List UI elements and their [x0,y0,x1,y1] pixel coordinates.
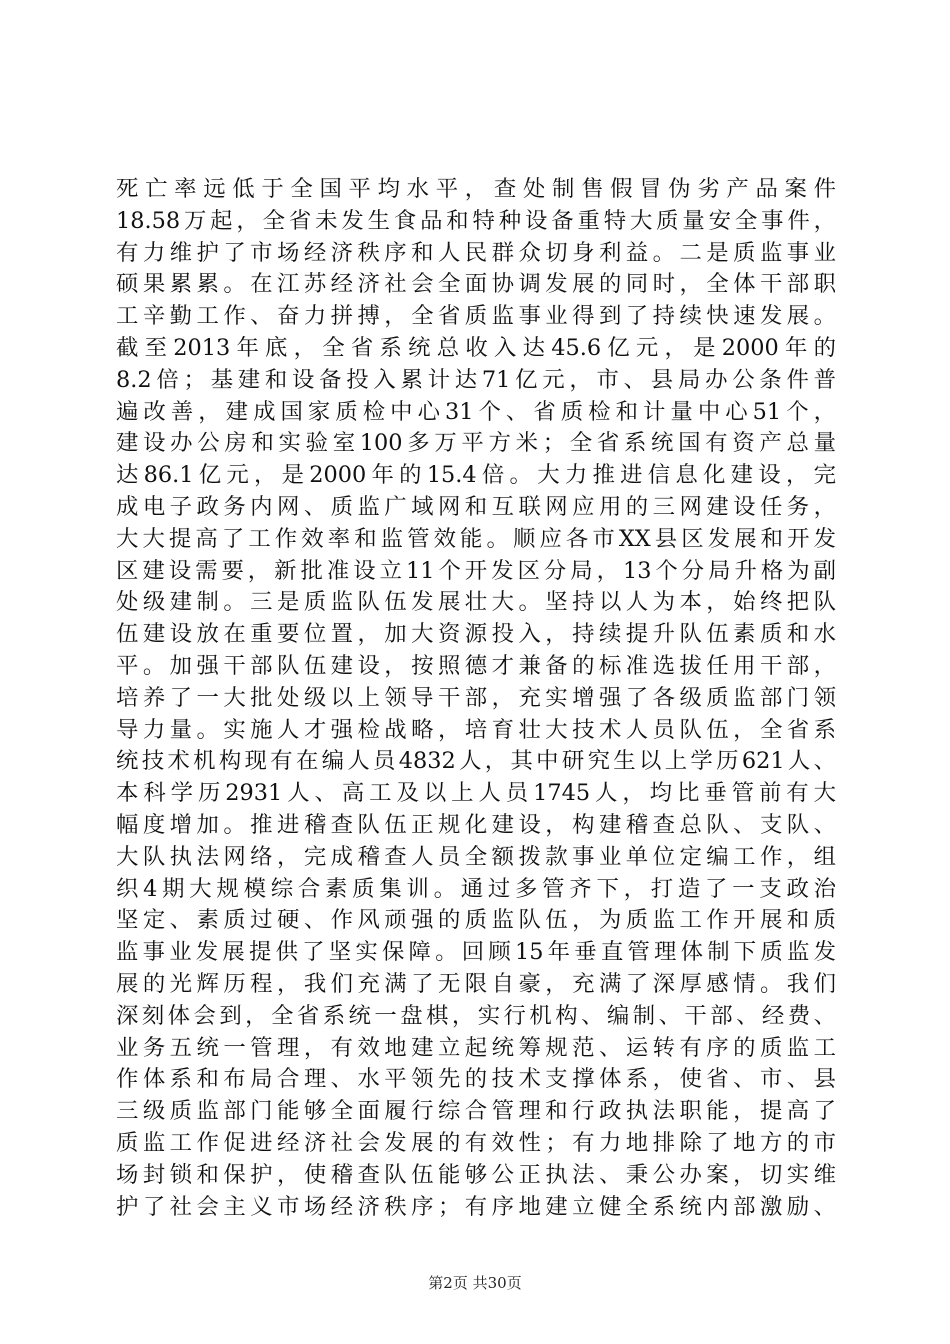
body-paragraph [116,174,836,1223]
text-line: 伍建设放在重要位置，加大资源投入，持续提升队伍素质和水 [116,621,836,648]
text-line: 培养了一大批处级以上领导干部，充实增强了各级质监部门领 [116,684,836,711]
text-line: 8.2倍；基建和设备投入累计达71亿元，市、县局办公条件普 [116,366,836,393]
text-line: 达86.1亿元，是2000年的15.4倍。大力推进信息化建设，完 [116,462,836,489]
text-line: 处级建制。三是质监队伍发展壮大。坚持以人为本，始终把队 [116,589,836,616]
text-line: 质监工作促进经济社会发展的有效性；有力地排除了地方的市 [116,1129,836,1156]
text-line: 大队执法网络，完成稽查人员全额拨款事业单位定编工作，组 [116,843,836,870]
text-line: 截至2013年底，全省系统总收入达45.6亿元，是2000年的 [116,334,836,361]
text-line: 遍改善，建成国家质检中心31个、省质检和计量中心51个， [116,398,836,425]
text-line: 展的光辉历程，我们充满了无限自豪，充满了深厚感情。我们 [116,970,836,997]
text-line: 业务五统一管理，有效地建立起统筹规范、运转有序的质监工 [116,1034,836,1061]
text-line: 导力量。实施人才强检战略，培育壮大技术人员队伍，全省系 [116,716,836,743]
text-line: 有力维护了市场经济秩序和人民群众切身利益。二是质监事业 [116,239,836,266]
text-line: 织4期大规模综合素质集训。通过多管齐下，打造了一支政治 [116,875,836,902]
text-line: 死亡率远低于全国平均水平，查处制售假冒伪劣产品案件 [116,176,836,202]
text-line: 监事业发展提供了坚实保障。回顾15年垂直管理体制下质监发 [116,939,836,966]
text-line: 大大提高了工作效率和监管效能。顺应各市XX县区发展和开发 [116,525,836,552]
text-line: 作体系和布局合理、水平领先的技术支撑体系，使省、市、县 [116,1066,836,1093]
text-line: 硕果累累。在江苏经济社会全面协调发展的同时，全体干部职 [116,271,836,298]
text-line: 区建设需要，新批准设立11个开发区分局，13个分局升格为副 [116,557,836,584]
page-footer: 第2页 共30页 [428,1274,522,1292]
text-line: 建设办公房和实验室100多万平方米；全省系统国有资产总量 [116,430,836,457]
text-line: 幅度增加。推进稽查队伍正规化建设，构建稽查总队、支队、 [116,811,836,838]
text-line: 18.58万起，全省未发生食品和特种设备重特大质量安全事件， [116,207,836,234]
text-line: 成电子政务内网、质监广域网和互联网应用的三网建设任务， [116,493,836,520]
text-line: 场封锁和保护，使稽查队伍能够公正执法、秉公办案，切实维 [116,1161,836,1188]
text-line: 三级质监部门能够全面履行综合管理和行政执法职能，提高了 [116,1098,836,1125]
text-line: 本科学历2931人、高工及以上人员1745人，均比垂管前有大 [116,780,836,807]
text-line: 工辛勤工作、奋力拼搏，全省质监事业得到了持续快速发展。 [116,303,836,330]
text-line: 护了社会主义市场经济秩序；有序地建立健全系统内部激励、 [116,1193,836,1220]
text-line: 平。加强干部队伍建设，按照德才兼备的标准选拔任用干部， [116,652,836,679]
text-line: 统技术机构现有在编人员4832人，其中研究生以上学历621人、 [116,748,836,775]
text-line: 坚定、素质过硬、作风顽强的质监队伍，为质监工作开展和质 [116,907,836,934]
text-line: 深刻体会到，全省系统一盘棋，实行机构、编制、干部、经费、 [116,1002,836,1029]
